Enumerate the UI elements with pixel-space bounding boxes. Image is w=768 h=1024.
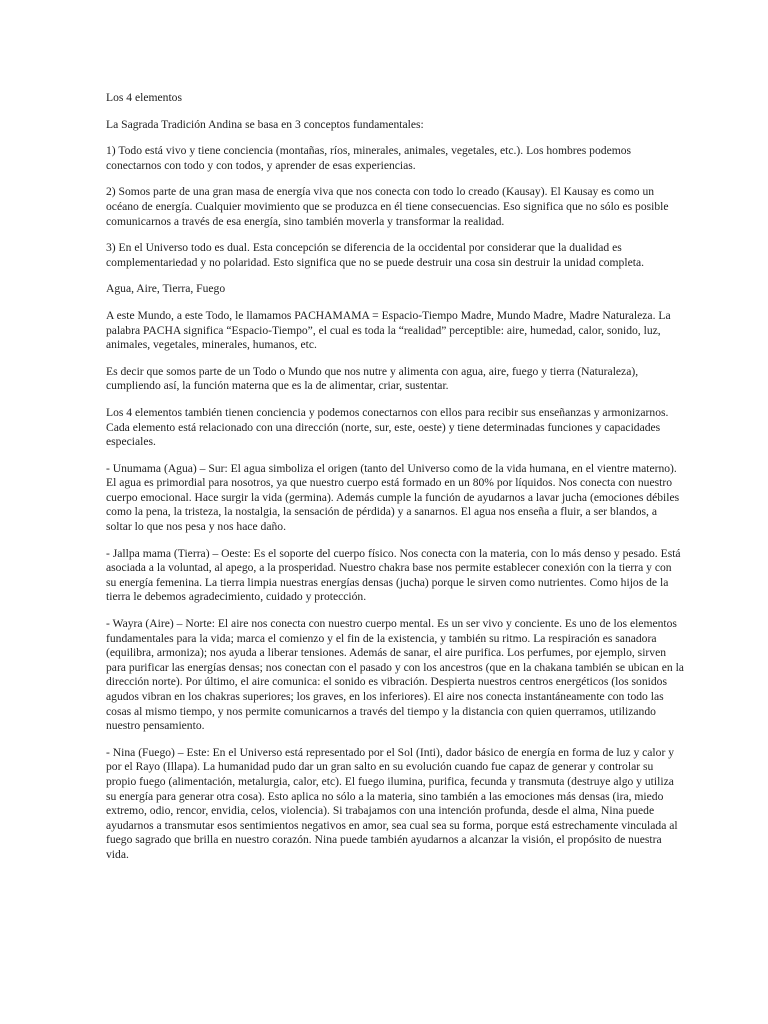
water-paragraph: - Unumama (Agua) – Sur: El agua simboliza el origen (tanto del Universo como de la vida humana, en el vientre materno). El agua es primordial para nosotros, ya que nuestro cuerpo está formado en un 80% por líquidos. Nos conecta con nuestro cuerpo emocional. Hace surgir la vida (germina). Además cumple la función de ayudarnos a lavar jucha (emociones débiles como la pena, la tristeza, la nostalgia, la sensación de pérdida) y a sanarnos. El agua nos enseña a fluir, a ser blandos, a soltar lo que nos pesa y nos hace daño. [106,461,680,534]
air-paragraph: - Wayra (Aire) – Norte: El aire nos conecta con nuestro cuerpo mental. Es un ser vivo y conciente. Es uno de los elementos fundamentales para la vida; marca el comienzo y el fin de la existencia, y también su ritmo. La respiración es sanadora (equilibra, armoniza); nos ayuda a liberar tensiones. Además de sanar, el aire purifica. Los perfumes, por ejemplo, sirven para purificar las energías densas; nos conectan con el pasado y con los ancestros (que en la chakana también se ubican en la dirección norte). Por último, el aire comunica: el sonido es vibración. Despierta nuestros centros energéticos (los sonidos agudos vibran en los chakras superiores; los graves, en los inferiores). El aire nos conecta instantáneamente con todo las cosas al mismo tiempo, y nos permite comunicarnos a través del tiempo y la distancia con quien querramos, utilizando nuestro pensamiento. [106,617,684,733]
nature-paragraph: Es decir que somos parte de un Todo o Mundo que nos nutre y alimenta con agua, aire, fuego y tierra (Naturaleza), cumpliendo así, la función materna que es la de alimentar, criar, sustentar. [106,364,639,393]
concept-1-paragraph: 1) Todo está vivo y tiene conciencia (montañas, ríos, minerales, animales, vegetales, etc.). Los hombres podemos conectarnos con todo y con todos, y aprender de esas experiencias. [106,144,632,172]
concept-2-paragraph: 2) Somos parte de una gran masa de energía viva que nos conecta con todo lo creado (Kausay). El Kausay es como un océano de energía. Cualquier movimiento que se produzca en él tiene consecuencias. Eso significa que no sólo es posible comunicarnos a través de esa energía, sino también moverla y transformar la realidad. [106,185,669,228]
concept-3-paragraph: 3) En el Universo todo es dual. Esta concepción se diferencia de la occidental por considerar que la dualidad es complementariedad y no polaridad. Esto significa que no se puede destruir una cosa sin destruir la unidad completa. [106,241,644,269]
section-heading: Agua, Aire, Tierra, Fuego [106,282,226,296]
intro-paragraph: La Sagrada Tradición Andina se basa en 3 conceptos fundamentales: [106,117,424,131]
document-body [106,91,684,875]
fire-paragraph: - Nina (Fuego) – Este: En el Universo está representado por el Sol (Inti), dador básico de energía en forma de luz y calor y por el Rayo (Illapa). La humanidad pudo dar un gran salto en su evolución cuando fue capaz de generar y controlar su propio fuego (alimentación, metalurgia, calor, etc). El fuego ilumina, purifica, fecunda y transmuta (destruye algo y utiliza su energía para generar otra cosa). Esto aplica no sólo a la materia, sino también a las emociones más densas (ira, miedo extremo, odio, rencor, envidia, celos, violencia). Si trabajamos con una intención profunda, desde el alma, Nina puede ayudarnos a transmutar esos sentimientos negativos en amor, sea cual sea su forma, porque está estrechamente vinculada al fuego sagrado que brilla en nuestro corazón. Nina puede también ayudarnos a alcanzar la visión, el propósito de nuestra vida. [106,745,678,861]
earth-paragraph: - Jallpa mama (Tierra) – Oeste: Es el soporte del cuerpo físico. Nos conecta con la materia, con lo más denso y pesado. Está asociada a la voluntad, al apego, a la prosperidad. Nuestro chakra base nos permite establecer conexión con la tierra y con su energía femenina. La tierra limpia nuestras energías densas (jucha) porque le sirven como nutrientes. Como hijos de la tierra le debemos agradecimiento, cuidado y protección. [106,546,681,604]
elements-intro-paragraph: Los 4 elementos también tienen conciencia y podemos conectarnos con ellos para recibir sus enseñanzas y armonizarnos. Cada elemento está relacionado con una dirección (norte, sur, este, oeste) y tiene determinadas funciones y capacidades especiales. [106,405,669,449]
document-title: Los 4 elementos [106,91,182,104]
pachamama-paragraph: A este Mundo, a este Todo, le llamamos PACHAMAMA = Espacio-Tiempo Madre, Mundo Madre, Madre Naturaleza. La palabra PACHA significa “Espacio-Tiempo”, el cual es toda la “realidad” perceptible: aire, humedad, calor, sonido, luz, animales, vegetales, minerales, humanos, etc. [106,308,671,352]
